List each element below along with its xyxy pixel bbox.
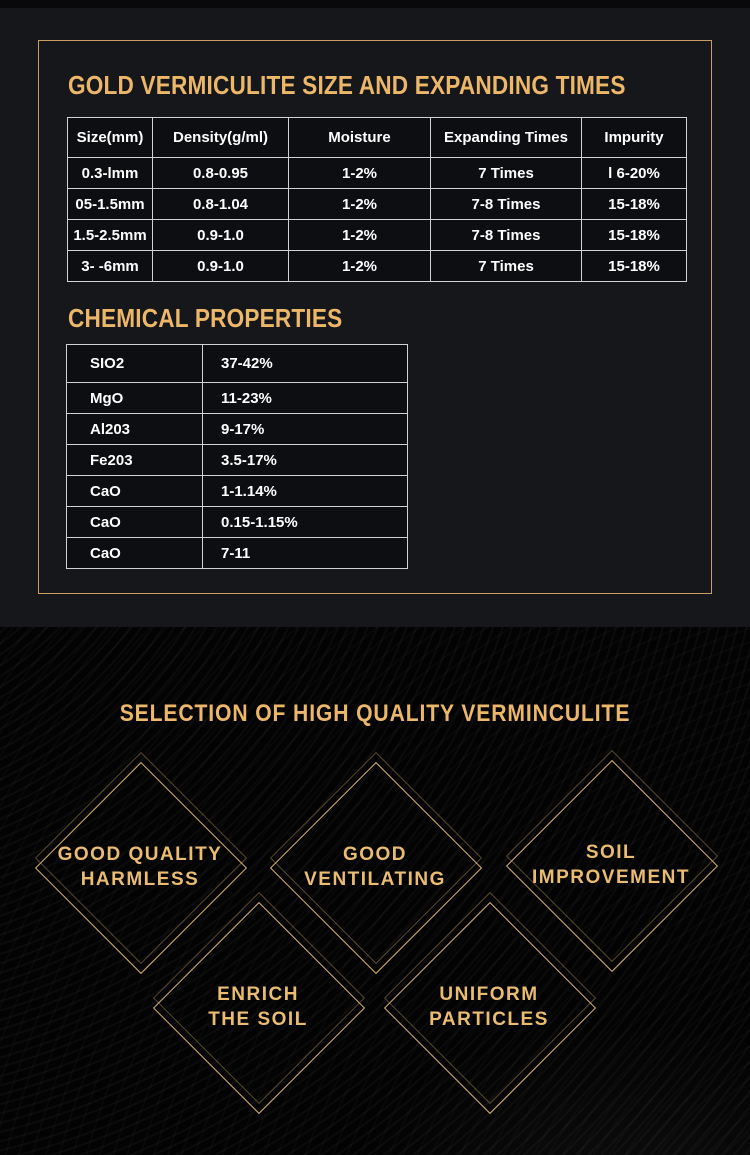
size-table-cell: 0.9-1.0: [153, 251, 289, 282]
size-table: [67, 117, 687, 282]
section-selection: [0, 627, 750, 1155]
size-table-header: Density(g/ml): [153, 118, 289, 158]
chem-value: 37-42%: [203, 345, 408, 383]
size-table-cell: 7 Times: [431, 158, 582, 189]
feature-line2: THE SOIL: [208, 1009, 308, 1030]
chem-table-row: [67, 383, 408, 414]
size-table-cell: 1-2%: [289, 220, 431, 251]
size-table-cell: 7-8 Times: [431, 220, 582, 251]
chem-table-row: [67, 538, 408, 569]
specs-title: GOLD VERMICULITE SIZE AND EXPANDING TIMES: [68, 70, 626, 100]
size-table-cell: 1-2%: [289, 158, 431, 189]
chem-name: CaO: [67, 507, 203, 538]
feature-line1: UNIFORM: [439, 984, 539, 1005]
size-table-cell: 0.3-lmm: [68, 158, 153, 189]
feature-line1: SOIL: [585, 842, 637, 863]
feature-line2: HARMLESS: [80, 869, 200, 890]
chem-table: [66, 344, 408, 569]
feature-line1: GOOD QUALITY: [57, 844, 223, 865]
size-table-cell: 05-1.5mm: [68, 189, 153, 220]
chem-table-row: [67, 414, 408, 445]
size-table-cell: 0.8-0.95: [153, 158, 289, 189]
chem-value: 7-11: [203, 538, 408, 569]
feature-line1: GOOD: [342, 844, 408, 865]
top-divider: [0, 0, 750, 8]
chem-value: 1-1.14%: [203, 476, 408, 507]
size-table-cell: 15-18%: [582, 189, 687, 220]
size-table-cell: 7-8 Times: [431, 189, 582, 220]
chem-table-row: [67, 445, 408, 476]
size-table-cell: 3- -6mm: [68, 251, 153, 282]
size-table-row: [68, 220, 687, 251]
chem-name: MgO: [67, 383, 203, 414]
chem-table-row: [67, 476, 408, 507]
feature-line2: IMPROVEMENT: [532, 867, 690, 888]
size-table-header: Expanding Times: [431, 118, 582, 158]
chem-name: Fe203: [67, 445, 203, 476]
size-table-cell: 7 Times: [431, 251, 582, 282]
size-table-cell: 0.8-1.04: [153, 189, 289, 220]
chem-value: 3.5-17%: [203, 445, 408, 476]
size-table-header: Size(mm): [68, 118, 153, 158]
chem-value: 11-23%: [203, 383, 408, 414]
size-table-cell: 1.5-2.5mm: [68, 220, 153, 251]
size-table-cell: 1-2%: [289, 251, 431, 282]
chem-name: CaO: [67, 538, 203, 569]
chem-value: 9-17%: [203, 414, 408, 445]
feature-line2: PARTICLES: [429, 1009, 549, 1030]
chem-table-row: [67, 507, 408, 538]
size-table-header-row: [68, 118, 687, 158]
size-table-cell: 1-2%: [289, 189, 431, 220]
chem-name: SIO2: [67, 345, 203, 383]
size-table-row: [68, 158, 687, 189]
size-table-row: [68, 251, 687, 282]
feature-label: [383, 901, 595, 1113]
feature-diamond-uniform-particles: [383, 901, 595, 1113]
size-table-header: Impurity: [582, 118, 687, 158]
chem-table-row: [67, 345, 408, 383]
chem-name: CaO: [67, 476, 203, 507]
feature-line1: ENRICH: [217, 984, 299, 1005]
feature-line2: VENTILATING: [304, 869, 446, 890]
size-table-row: [68, 189, 687, 220]
chem-name: Al203: [67, 414, 203, 445]
feature-diamond-enrich-soil: [152, 901, 364, 1113]
feature-label: [152, 901, 364, 1113]
size-table-cell: 15-18%: [582, 220, 687, 251]
size-table-header: Moisture: [289, 118, 431, 158]
chem-value: 0.15-1.15%: [203, 507, 408, 538]
size-table-cell: l 6-20%: [582, 158, 687, 189]
size-table-cell: 15-18%: [582, 251, 687, 282]
selection-title: SELECTION OF HIGH QUALITY VERMINCULITE: [119, 700, 631, 727]
chem-title: CHEMICAL PROPERTIES: [68, 303, 343, 333]
size-table-cell: 0.9-1.0: [153, 220, 289, 251]
